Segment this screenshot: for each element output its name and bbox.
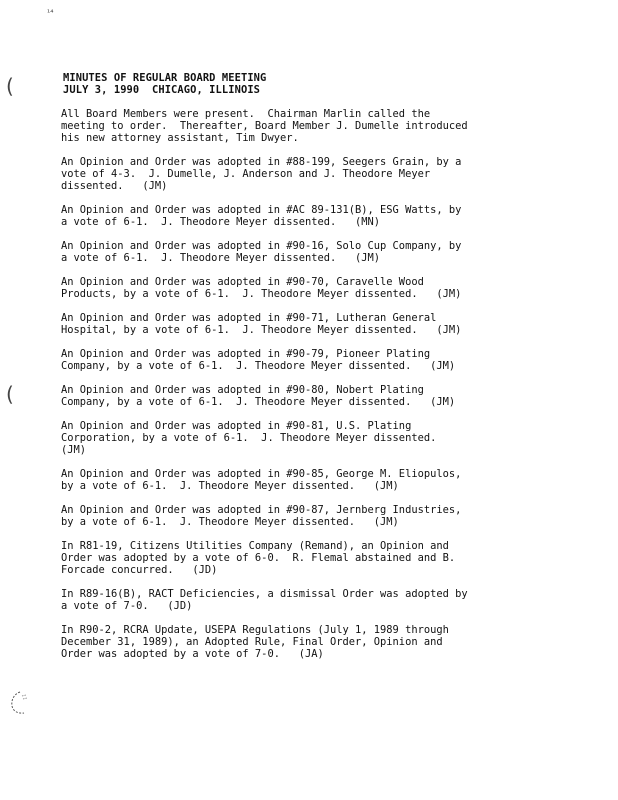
paragraph-item: An Opinion and Order was adopted in #88-199, Seegers Grain, by a vote of 4-3. J. Dumelle, J. Anderson and J. Theodore Meyer dissented. (JM) bbox=[61, 156, 462, 192]
page-title: MINUTES OF REGULAR BOARD MEETING bbox=[63, 72, 267, 84]
paragraph-item: In R90-2, RCRA Update, USEPA Regulations (July 1, 1989 through December 31, 1989), an Adopted Rule, Final Order, Opinion and Order was adopted by a vote of 7-0. (JA) bbox=[61, 624, 449, 660]
paragraph-item: An Opinion and Order was adopted in #AC 89-131(B), ESG Watts, by a vote of 6-1. J. Theodore Meyer dissented. (MN) bbox=[61, 204, 462, 228]
paragraph-item: An Opinion and Order was adopted in #90-70, Caravelle Wood Products, by a vote of 6-1. J. Theodore Meyer dissented. (JM) bbox=[61, 276, 462, 300]
paragraph-item: An Opinion and Order was adopted in #90-87, Jernberg Industries, by a vote of 6-1. J. Theodore Meyer dissented. (JM) bbox=[61, 504, 462, 528]
margin-paren-mark: ( bbox=[6, 74, 14, 98]
margin-scribble-icon bbox=[8, 690, 30, 716]
paragraph-item: An Opinion and Order was adopted in #90-80, Nobert Plating Company, by a vote of 6-1. J. Theodore Meyer dissented. (JM) bbox=[61, 384, 456, 408]
paragraph-item: An Opinion and Order was adopted in #90-81, U.S. Plating Corporation, by a vote of 6-1. J. Theodore Meyer dissented. (JM) bbox=[61, 420, 437, 456]
paragraph-item: An Opinion and Order was adopted in #90-16, Solo Cup Company, by a vote of 6-1. J. Theodore Meyer dissented. (JM) bbox=[61, 240, 462, 264]
paragraph-attendance: All Board Members were present. Chairman Marlin called the meeting to order. Thereafter, Board Member J. Dumelle introduced his new attorney assistant, Tim Dwyer. bbox=[61, 108, 468, 144]
paragraph-item: An Opinion and Order was adopted in #90-79, Pioneer Plating Company, by a vote of 6-1. J. Theodore Meyer dissented. (JM) bbox=[61, 348, 456, 372]
minutes-header bbox=[63, 72, 543, 96]
scan-mark: ¹⁴ bbox=[47, 8, 54, 17]
minutes-body bbox=[61, 108, 551, 660]
margin-paren-mark: ( bbox=[6, 382, 14, 406]
meeting-date-location: JULY 3, 1990 CHICAGO, ILLINOIS bbox=[63, 84, 261, 96]
paragraph-item: In R89-16(B), RACT Deficiencies, a dismissal Order was adopted by a vote of 7-0. (JD) bbox=[61, 588, 468, 612]
paragraph-item: An Opinion and Order was adopted in #90-71, Lutheran General Hospital, by a vote of 6-1. J. Theodore Meyer dissented. (JM) bbox=[61, 312, 462, 336]
paragraph-item: An Opinion and Order was adopted in #90-85, George M. Eliopulos, by a vote of 6-1. J. Theodore Meyer dissented. (JM) bbox=[61, 468, 462, 492]
paragraph-item: In R81-19, Citizens Utilities Company (Remand), an Opinion and Order was adopted by a vote of 6-0. R. Flemal abstained and B. Forcade concurred. (JD) bbox=[61, 540, 456, 576]
